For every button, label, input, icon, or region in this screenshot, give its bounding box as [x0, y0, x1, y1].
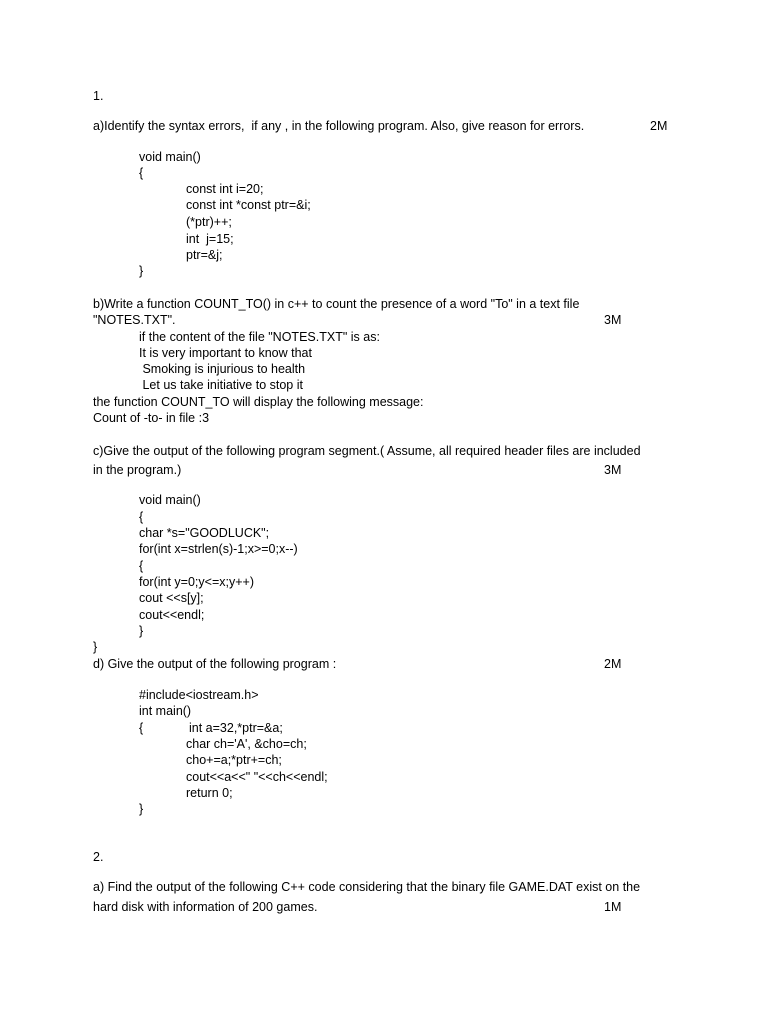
q1b-file-line: Smoking is injurious to health — [139, 362, 306, 376]
q1c-marks: 3M — [604, 463, 622, 477]
q1c-code-line: for(int x=strlen(s)-1;x>=0;x--) — [139, 542, 298, 556]
q1d-code-line: cho+=a;*ptr+=ch; — [186, 753, 282, 767]
q1a-code-line: { — [139, 166, 144, 180]
q1d-code-line: char ch='A', &cho=ch; — [186, 737, 307, 751]
q1d-code-line: int a=32,*ptr=&a; — [189, 721, 283, 735]
q1a-marks: 2M — [650, 119, 668, 133]
q1a-code-line: void main() — [139, 150, 201, 164]
q1d-code-line: } — [139, 802, 144, 816]
question-1-number: 1. — [93, 89, 104, 103]
q1c-code-line: cout <<s[y]; — [139, 591, 204, 605]
q1a-code-line: (*ptr)++; — [186, 215, 232, 229]
q1d-code-line: int main() — [139, 704, 192, 718]
q1c-code-line: } — [139, 624, 144, 638]
q1b-footer-line: Count of -to- in file :3 — [93, 411, 210, 425]
q1a-code-line: int j=15; — [186, 232, 234, 246]
q1a-code-line: const int *const ptr=&i; — [186, 198, 311, 212]
q1b-text-line: "NOTES.TXT". — [93, 313, 176, 327]
q1b-text-line: b)Write a function COUNT_TO() in c++ to count the presence of a word "To" in a text file — [93, 297, 580, 311]
q1a-text: a)Identify the syntax errors, if any , in the following program. Also, give reason for errors. — [93, 119, 585, 133]
q1b-file-line: if the content of the file "NOTES.TXT" is as: — [139, 330, 380, 344]
q2a-text-line: a) Find the output of the following C++ code considering that the binary file GAME.DAT exist on the — [93, 880, 641, 894]
q1c-code-line: char *s="GOODLUCK"; — [139, 526, 270, 540]
q1d-marks: 2M — [604, 657, 622, 671]
question-2-number: 2. — [93, 850, 104, 864]
q1c-code-line: void main() — [139, 493, 201, 507]
q1b-marks: 3M — [604, 313, 622, 327]
q1d-code-line: { — [139, 721, 144, 735]
q1a-code-line: ptr=&j; — [186, 248, 223, 262]
q1d-code-line: #include<iostream.h> — [139, 688, 259, 702]
q1c-code-line: { — [139, 510, 144, 524]
q1b-file-line: It is very important to know that — [139, 346, 312, 360]
q2a-marks: 1M — [604, 900, 622, 914]
q1a-code-line: const int i=20; — [186, 182, 264, 196]
q1c-text-line: in the program.) — [93, 463, 182, 477]
q1b-footer-line: the function COUNT_TO will display the following message: — [93, 395, 424, 409]
q1c-code-line: { — [139, 559, 144, 573]
q1c-code-line: for(int y=0;y<=x;y++) — [139, 575, 254, 589]
q1b-file-line: Let us take initiative to stop it — [139, 378, 303, 392]
q1c-code-line: cout<<endl; — [139, 608, 205, 622]
q1d-text: d) Give the output of the following program : — [93, 657, 337, 671]
q1c-text-line: c)Give the output of the following program segment.( Assume, all required header files are included — [93, 444, 641, 458]
q1a-code-line: } — [139, 264, 144, 278]
q2a-text-line: hard disk with information of 200 games. — [93, 900, 318, 914]
q1c-code-line: } — [93, 640, 98, 654]
q1d-code-line: return 0; — [186, 786, 233, 800]
q1d-code-line: cout<<a<<" "<<ch<<endl; — [186, 770, 328, 784]
